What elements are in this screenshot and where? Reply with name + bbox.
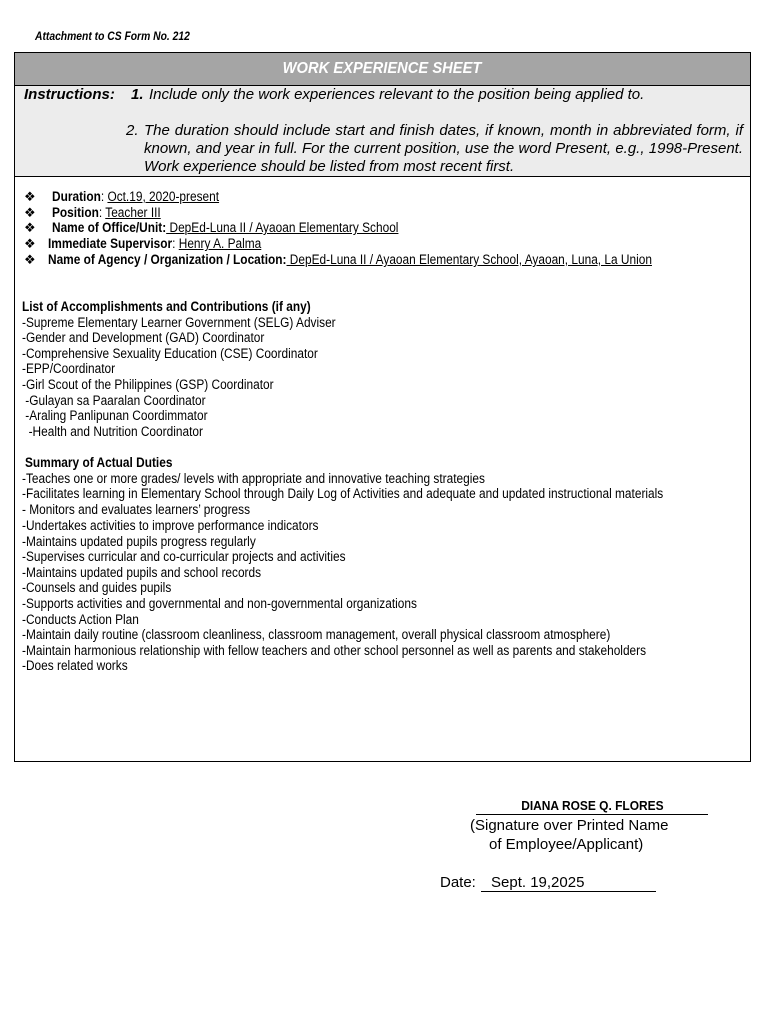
list-item: -EPP/Coordinator bbox=[22, 361, 116, 376]
list-item: -Araling Panlipunan Coordimmator bbox=[22, 408, 208, 423]
bullet-icon: ❖ bbox=[24, 189, 36, 204]
instruction-2-text: The duration should include start and finish dates, if known, month in abbreviated form, if known, and year in full. For the current position, use the word Present, e.g., 1998-Present. Work experience should be listed from most recent first. bbox=[144, 122, 743, 175]
instructions-panel bbox=[15, 86, 750, 177]
list-item: -Maintain harmonious relationship with fellow teachers and other school personnel as well as parents and stakeholders bbox=[22, 643, 647, 658]
list-item: -Conducts Action Plan bbox=[22, 612, 139, 627]
list-item: -Supports activities and governmental and non-governmental organizations bbox=[22, 596, 417, 611]
duration-label: Duration bbox=[52, 189, 101, 204]
office-row bbox=[52, 220, 398, 235]
bullet-icon: ❖ bbox=[24, 252, 36, 267]
list-item: -Gender and Development (GAD) Coordinator bbox=[22, 330, 265, 345]
instruction-1-number: 1. bbox=[131, 86, 144, 103]
list-item: - Monitors and evaluates learners’ progress bbox=[22, 502, 251, 517]
list-item: -Health and Nutrition Coordinator bbox=[22, 424, 203, 439]
bullet-icon: ❖ bbox=[24, 220, 36, 235]
agency-value: DepEd-Luna II / Ayaoan Elementary School, Ayaoan, Luna, La Union bbox=[286, 252, 652, 267]
signature-caption: of Employee/Applicant) bbox=[489, 836, 644, 853]
applicant-name: DIANA ROSE Q. FLORES bbox=[520, 798, 664, 813]
list-item: -Supervises curricular and co-curricular projects and activities bbox=[22, 549, 346, 564]
supervisor-value: Henry A. Palma bbox=[178, 236, 262, 251]
list-item: -Maintains updated pupils progress regularly bbox=[22, 534, 256, 549]
list-item: -Undertakes activities to improve performance indicators bbox=[22, 518, 319, 533]
agency-row bbox=[48, 252, 652, 267]
list-item: -Gulayan sa Paaralan Coordinator bbox=[22, 393, 206, 408]
list-item: -Counsels and guides pupils bbox=[22, 580, 172, 595]
list-item: -Supreme Elementary Learner Government (SELG) Adviser bbox=[22, 315, 336, 330]
list-item: -Maintains updated pupils and school records bbox=[22, 565, 262, 580]
duties-heading: Summary of Actual Duties bbox=[25, 455, 173, 470]
position-row: Position: Teacher III bbox=[52, 205, 161, 220]
signature-line bbox=[476, 797, 708, 815]
agency-label: Name of Agency / Organization / Location: bbox=[48, 252, 287, 267]
sheet-title: WORK EXPERIENCE SHEET bbox=[283, 60, 482, 77]
date-value: Sept. 19,2025 bbox=[491, 874, 585, 891]
date-line bbox=[481, 874, 656, 892]
instruction-1-text: Include only the work experiences relevant to the position being applied to. bbox=[149, 86, 645, 103]
supervisor-row: Immediate Supervisor: Henry A. Palma bbox=[48, 236, 262, 251]
sheet-title-bar bbox=[15, 53, 750, 86]
office-value: DepEd-Luna II / Ayaoan Elementary School bbox=[166, 220, 399, 235]
date-label: Date: bbox=[440, 874, 476, 891]
list-item: -Facilitates learning in Elementary School through Daily Log of Activities and adequate and updated instructional materials bbox=[22, 486, 664, 501]
accomplishments-heading: List of Accomplishments and Contributions (if any) bbox=[22, 299, 311, 314]
duration-value: Oct.19, 2020-present bbox=[107, 189, 220, 204]
signature-caption: (Signature over Printed Name bbox=[470, 817, 669, 834]
instructions-label: Instructions: bbox=[24, 86, 115, 103]
list-item: -Does related works bbox=[22, 658, 128, 673]
bullet-icon: ❖ bbox=[24, 205, 36, 220]
list-item: -Comprehensive Sexuality Education (CSE) Coordinator bbox=[22, 346, 318, 361]
position-value: Teacher III bbox=[105, 205, 161, 220]
form-attachment-label: Attachment to CS Form No. 212 bbox=[35, 29, 190, 43]
instruction-2-number: 2. bbox=[126, 122, 139, 139]
position-label: Position bbox=[52, 205, 99, 220]
office-label: Name of Office/Unit: bbox=[52, 220, 167, 235]
bullet-icon: ❖ bbox=[24, 236, 36, 251]
supervisor-label: Immediate Supervisor bbox=[48, 236, 173, 251]
list-item: -Maintain daily routine (classroom cleanliness, classroom management, overall physical classroom atmosphere) bbox=[22, 627, 611, 642]
duration-row: Duration: Oct.19, 2020-present bbox=[52, 189, 220, 204]
list-item: -Girl Scout of the Philippines (GSP) Coordinator bbox=[22, 377, 274, 392]
list-item: -Teaches one or more grades/ levels with appropriate and innovative teaching strategies bbox=[22, 471, 485, 486]
